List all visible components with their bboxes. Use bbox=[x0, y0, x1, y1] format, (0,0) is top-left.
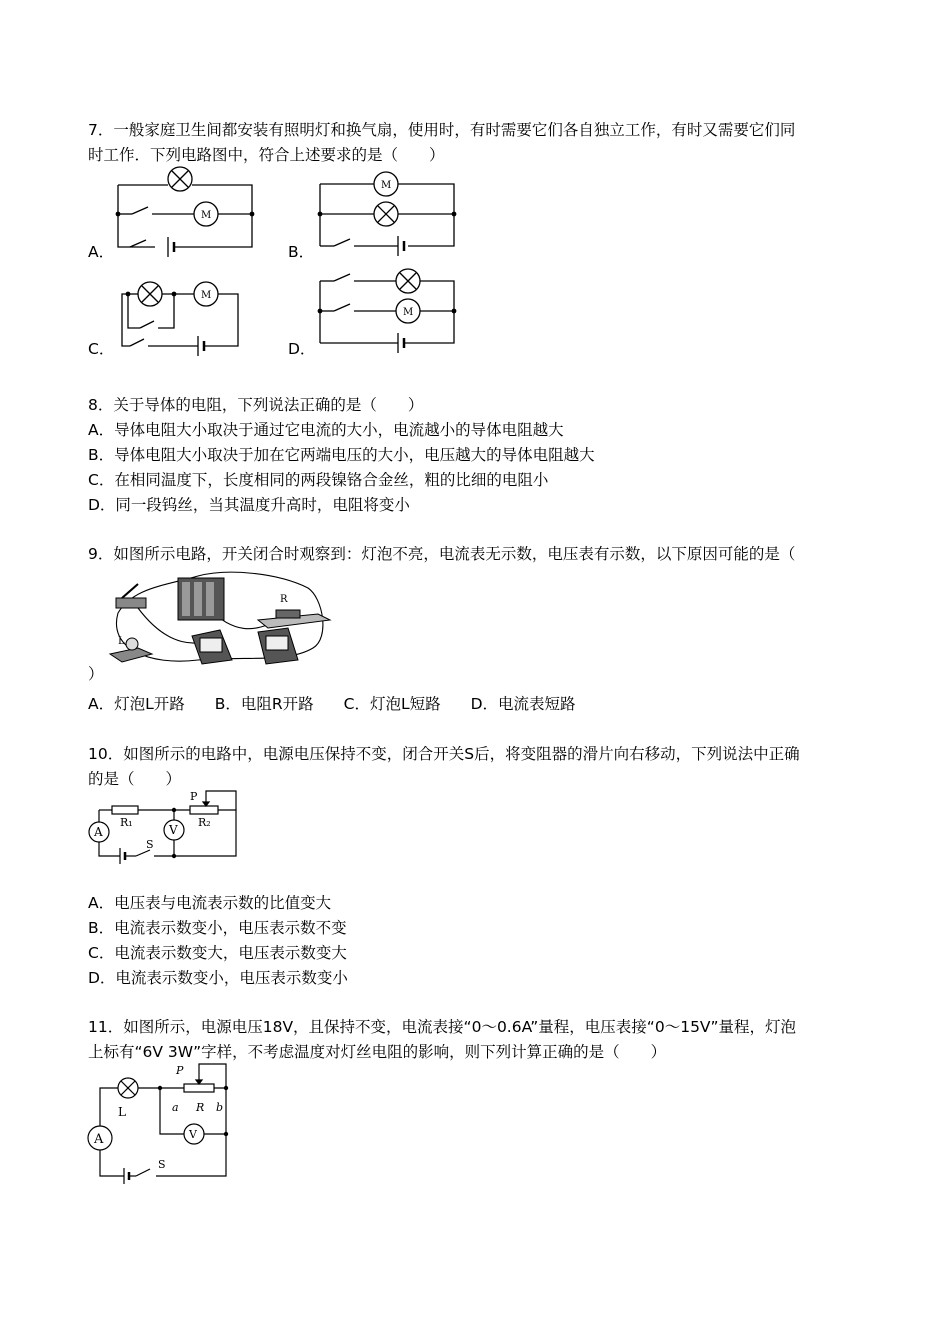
slider-label: P bbox=[190, 790, 198, 803]
q10-option-d: D．电流表示数变小，电压表示数变小 bbox=[88, 969, 348, 987]
q7-label-b: B． bbox=[288, 243, 315, 261]
q7-label-a: A． bbox=[88, 243, 115, 261]
q11-circuit bbox=[86, 1060, 236, 1182]
q9-option-b: B．电阻R开路 bbox=[214, 695, 314, 713]
q9-options bbox=[88, 694, 606, 714]
q9-option-a: A．灯泡L开路 bbox=[88, 695, 185, 713]
q7-circuit-d bbox=[312, 265, 472, 355]
q8-stem: 8．关于导体的电阻，下列说法正确的是（ ） bbox=[88, 396, 424, 414]
switch-label: S bbox=[146, 838, 154, 851]
lamp-label: L bbox=[118, 636, 125, 647]
q7-label-c: C． bbox=[88, 340, 115, 358]
q7-label-d: D． bbox=[288, 340, 316, 358]
q10-stem-line2: 的是（ ） bbox=[88, 770, 182, 788]
q7-stem-line2: 时工作．下列电路图中，符合上述要求的是（ ） bbox=[88, 146, 445, 164]
q9-apparatus-figure bbox=[108, 568, 330, 668]
voltmeter-label: V bbox=[169, 823, 178, 837]
q8-option-b: B．导体电阻大小取决于加在它两端电压的大小，电压越大的导体电阻越大 bbox=[88, 446, 595, 464]
end-a-label: a bbox=[172, 1101, 179, 1114]
motor-symbol: M bbox=[403, 307, 414, 318]
slider-label: P bbox=[176, 1064, 184, 1077]
q10-circuit bbox=[86, 788, 244, 863]
switch-label: S bbox=[158, 1158, 166, 1171]
ammeter-label: A bbox=[94, 1132, 104, 1147]
q10-option-a: A．电压表与电流表示数的比值变大 bbox=[88, 894, 332, 912]
q11-stem-line2: 上标有“6V 3W”字样，不考虑温度对灯丝电阻的影响，则下列计算正确的是（ ） bbox=[88, 1043, 667, 1061]
ammeter-label: A bbox=[94, 825, 103, 839]
q10-option-c: C．电流表示数变大，电压表示数变大 bbox=[88, 944, 347, 962]
resistor-label: R bbox=[280, 594, 288, 605]
lamp-label: L bbox=[118, 1105, 126, 1119]
resistor-apparatus bbox=[258, 610, 330, 628]
q10-stem-line1: 10．如图所示的电路中，电源电压保持不变，闭合开关S后，将变阻器的滑片向右移动，下列说法中正确 bbox=[88, 745, 800, 763]
motor-symbol: M bbox=[201, 290, 212, 301]
ammeter-apparatus bbox=[192, 630, 232, 664]
q9-option-d: D．电流表短路 bbox=[470, 695, 576, 713]
r2-label: R₂ bbox=[198, 816, 211, 829]
q8-option-c: C．在相同温度下，长度相同的两段镍铬合金丝，粗的比细的电阻小 bbox=[88, 471, 549, 489]
q9-stem: 9．如图所示电路，开关闭合时观察到：灯泡不亮，电流表无示数，电压表有示数，以下原因可能的是（ bbox=[88, 545, 796, 563]
q9-stem-close: ） bbox=[88, 665, 104, 683]
q10-option-b: B．电流表示数变小，电压表示数不变 bbox=[88, 919, 347, 937]
end-b-label: b bbox=[216, 1101, 224, 1114]
q7-circuit-b bbox=[312, 170, 472, 265]
q8-option-a: A．导体电阻大小取决于通过它电流的大小，电流越小的导体电阻越大 bbox=[88, 421, 564, 439]
motor-symbol: M bbox=[381, 180, 392, 191]
q9-option-c: C．灯泡L短路 bbox=[343, 695, 441, 713]
voltmeter-label: V bbox=[189, 1128, 197, 1141]
rheostat-label: R bbox=[196, 1101, 205, 1114]
q7-circuit-c bbox=[110, 280, 250, 355]
battery-apparatus bbox=[178, 578, 224, 620]
q7-stem-line1: 7．一般家庭卫生间都安装有照明灯和换气扇，使用时，有时需要它们各自独立工作，有时又需要它们同 bbox=[88, 121, 796, 139]
lamp-apparatus bbox=[110, 638, 152, 662]
r1-label: R₁ bbox=[120, 816, 133, 829]
q11-stem-line1: 11．如图所示，电源电压18V，且保持不变，电流表接“0～0.6A”量程，电压表接“0～15V”量程，灯泡 bbox=[88, 1018, 797, 1036]
q7-circuit-a bbox=[110, 165, 270, 260]
switch-apparatus bbox=[116, 584, 146, 608]
q8-option-d: D．同一段钨丝，当其温度升高时，电阻将变小 bbox=[88, 496, 410, 514]
motor-symbol: M bbox=[201, 210, 212, 221]
